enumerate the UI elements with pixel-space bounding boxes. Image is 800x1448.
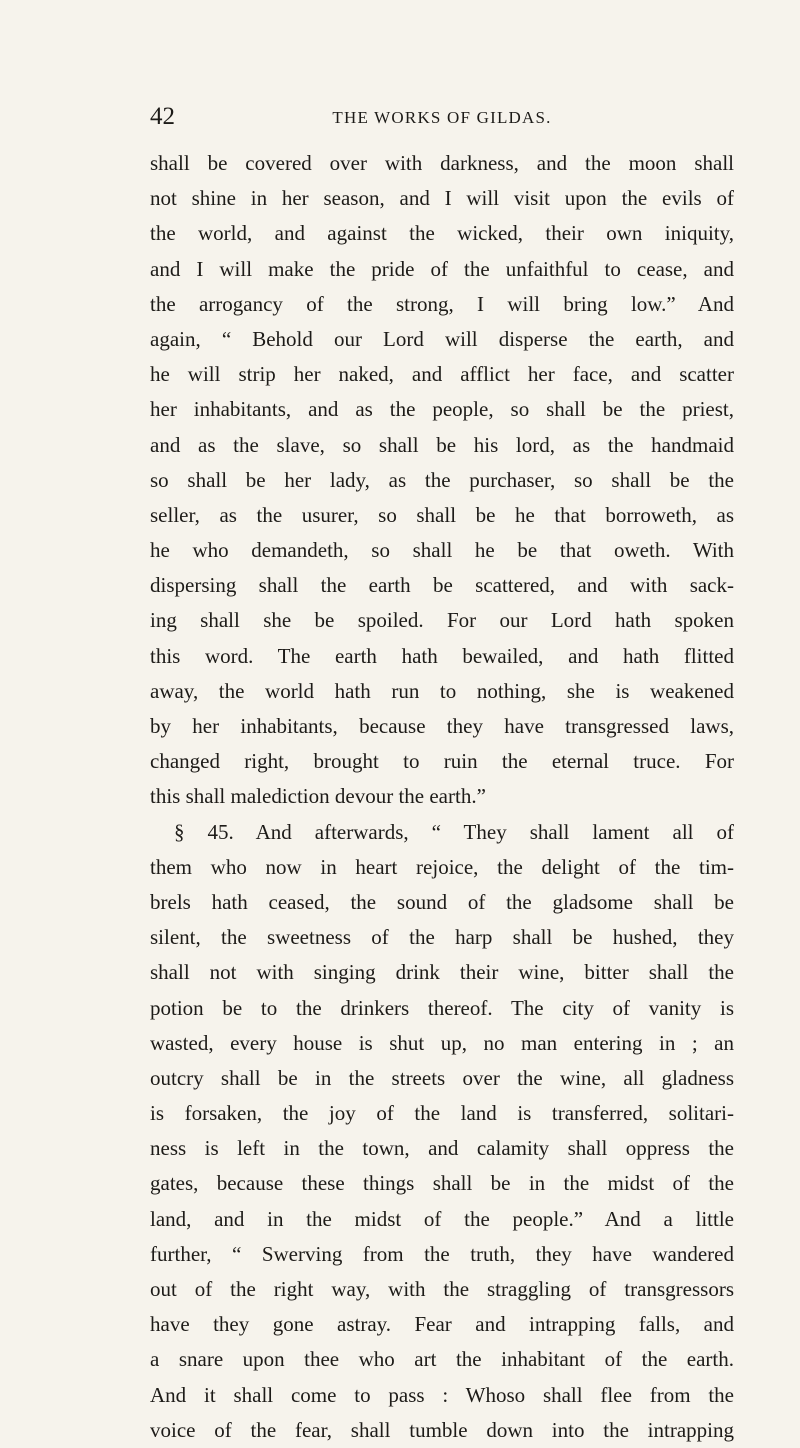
- text-line: land, and in the midst of the people.” And a little: [150, 1206, 734, 1231]
- text-line: changed right, brought to ruin the eternal truce. For: [150, 749, 734, 774]
- text-line: them who now in heart rejoice, the delight of the tim-: [150, 854, 734, 879]
- text-line: outcry shall be in the streets over the wine, all gladness: [150, 1065, 734, 1090]
- text-line: gates, because these things shall be in the midst of the: [150, 1171, 734, 1196]
- text-line: so shall be her lady, as the purchaser, so shall be the: [150, 467, 734, 492]
- text-line: ing shall she be spoiled. For our Lord hath spoken: [150, 608, 734, 633]
- text-line: shall not with singing drink their wine, bitter shall the: [150, 960, 734, 985]
- paragraph-last-line: this shall malediction devour the earth.”: [150, 784, 486, 809]
- text-line: not shine in her season, and I will visit upon the evils of: [150, 186, 734, 211]
- text-line: this word. The earth hath bewailed, and hath flitted: [150, 643, 734, 668]
- text-line: have they gone astray. Fear and intrapping falls, and: [150, 1312, 734, 1337]
- text-line: the world, and against the wicked, their own iniquity,: [150, 221, 734, 246]
- text-line: ness is left in the town, and calamity shall oppress the: [150, 1136, 734, 1161]
- text-line: seller, as the usurer, so shall be he that borroweth, as: [150, 502, 734, 527]
- text-line: again, “ Behold our Lord will disperse the earth, and: [150, 326, 734, 351]
- text-line: out of the right way, with the straggling of transgressors: [150, 1277, 734, 1301]
- text-line: he who demandeth, so shall he be that oweth. With: [150, 538, 734, 563]
- running-title: THE WORKS OF GILDAS.: [332, 108, 552, 127]
- text-line: shall be covered over with darkness, and the moon shall: [150, 151, 734, 175]
- text-line: brels hath ceased, the sound of the gladsome shall be: [150, 889, 734, 914]
- text-line: dispersing shall the earth be scattered, and with sack-: [150, 573, 734, 598]
- text-line: the arrogancy of the strong, I will bring low.” And: [150, 291, 734, 316]
- text-line: silent, the sweetness of the harp shall be hushed, they: [150, 925, 734, 950]
- text-line: her inhabitants, and as the people, so shall be the priest,: [150, 397, 734, 422]
- text-line: And it shall come to pass : Whoso shall flee from the: [150, 1382, 734, 1407]
- text-line: wasted, every house is shut up, no man entering in ; an: [150, 1030, 734, 1055]
- page-number: 42: [150, 103, 175, 130]
- body-text: [150, 146, 734, 1448]
- text-line: further, “ Swerving from the truth, they have wandered: [150, 1241, 734, 1266]
- text-line: away, the world hath run to nothing, she is weakened: [150, 678, 734, 703]
- text-line: by her inhabitants, because they have transgressed laws,: [150, 714, 734, 738]
- section-start-line: § 45. And afterwards, “ They shall lament all of: [174, 819, 734, 844]
- text-line: voice of the fear, shall tumble down into the intrapping: [150, 1417, 734, 1442]
- text-line: is forsaken, the joy of the land is transferred, solitari-: [150, 1101, 734, 1126]
- text-line: and as the slave, so shall be his lord, as the handmaid: [150, 432, 734, 457]
- text-line: a snare upon thee who art the inhabitant of the earth.: [150, 1347, 734, 1372]
- running-head: [150, 100, 734, 140]
- text-line: potion be to the drinkers thereof. The city of vanity is: [150, 995, 734, 1020]
- text-line: he will strip her naked, and afflict her face, and scatter: [150, 362, 734, 387]
- text-line: and I will make the pride of the unfaithful to cease, and: [150, 256, 734, 281]
